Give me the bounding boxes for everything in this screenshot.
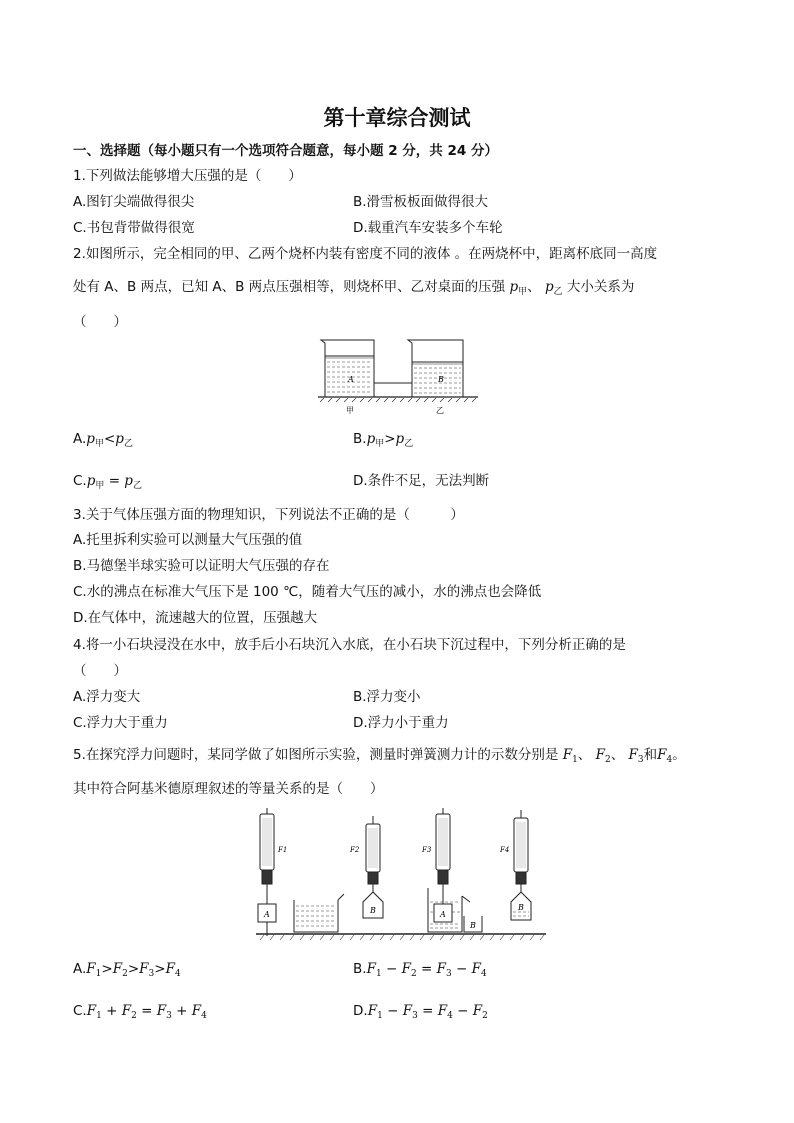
q2-stem-line2 (73, 278, 634, 301)
q1-option-c: C.书包背带做得很宽 (73, 220, 195, 236)
q2-option-d: D.条件不足，无法判断 (353, 473, 490, 489)
q2-stem-line2-end: 大小关系为 (566, 279, 635, 295)
q2-option-b: $B.p_甲>p_乙$ (353, 431, 414, 449)
q5-option-c: $C.F_1 + F_2 = F_3 + F_4$ (73, 1003, 207, 1021)
q3-stem: 3.关于气体压强方面的物理知识，下列说法不正确的是（ ） (73, 507, 464, 523)
q1-option-b: B.滑雪板板面做得很大 (353, 194, 489, 210)
q2-beaker-figure (318, 336, 478, 418)
label-f4: F4 (500, 846, 510, 854)
q2-stem-line1: 2.如图所示，完全相同的甲、乙两个烧杯内装有密度不同的液体 。在两烧杯中，距离杯底同一高度 (73, 246, 658, 262)
q5-stem-line2: 其中符合阿基米德原理叙述的等量关系的是（ ） (73, 781, 384, 797)
q1-option-d: D.载重汽车安装多个车轮 (353, 220, 503, 236)
q4-option-a: A.浮力变大 (73, 689, 141, 705)
page-title: 第十章综合测试 (323, 105, 471, 130)
q3-option-c: C.水的沸点在标准大气压下是 100 ℃，随着大气压的减小，水的沸点也会降低 (73, 584, 542, 600)
q4-option-d: D.浮力小于重力 (353, 715, 449, 731)
beaker-jia-label: 甲 (346, 406, 354, 415)
q1-option-a: A.图钉尖端做得很尖 (73, 194, 195, 210)
q4-paren: （ ） (73, 663, 127, 679)
p-jia-symbol: $p_甲$ (509, 279, 528, 297)
beaker-yi-label: 乙 (436, 406, 444, 415)
label-f2: F2 (350, 846, 360, 854)
bucket-b-label-3: B (470, 921, 476, 930)
q5-stem-line1: 5.在探究浮力问题时，某同学做了如图所示实验，测量时弹簧测力计的示数分别是 $F_1$、 $F_2$、 $F_3$和$F_4$。 (73, 747, 686, 765)
beaker-yi (408, 340, 463, 397)
section-heading: 一、选择题（每小题只有一个选项符合题意，每小题 2 分，共 24 分） (73, 143, 498, 159)
label-f3: F3 (422, 846, 432, 854)
q5-option-b: $B.F_1 - F_2 = F_3 - F_4$ (353, 961, 487, 979)
block-a-label-1: A (264, 910, 270, 919)
q4-option-c: C.浮力大于重力 (73, 715, 168, 731)
q1-stem: 1.下列做法能够增大压强的是（ ） (73, 168, 302, 184)
q4-stem: 4.将一小石块浸没在水中，放手后小石块沉入水底，在小石块下沉过程中，下列分析正确的是 (73, 637, 626, 653)
q3-option-d: D.在气体中，流速越大的位置，压强越大 (73, 610, 318, 626)
p-yi-symbol: $p_乙$ (544, 279, 563, 297)
q2-paren: （ ） (73, 314, 127, 330)
q2-stem-line2-text: 处有 A、B 两点，已知 A、B 两点压强相等，则烧杯甲、乙对桌面的压强 (73, 279, 506, 295)
point-a-label: A (348, 375, 354, 384)
q4-option-b: B.浮力变小 (353, 689, 421, 705)
q5-option-d: $D.F_1 - F_3 = F_4 - F_2$ (353, 1003, 488, 1021)
block-a-label-3: A (440, 910, 446, 919)
point-b-label: B (438, 375, 444, 384)
q2-option-c: $C.p_甲 = p_乙$ (73, 473, 142, 491)
q2-option-a: $A.p_甲<p_乙$ (73, 431, 133, 449)
q5-option-a: $A.F_1>F_2>F_3>F_4$ (73, 961, 181, 979)
label-f1: F1 (278, 846, 288, 854)
q3-option-b: B.马德堡半球实验可以证明大气压强的存在 (73, 558, 330, 574)
q3-option-a: A.托里拆利实验可以测量大气压强的值 (73, 532, 303, 548)
separator: 、 (527, 279, 541, 295)
q5-spring-scale-figure (256, 808, 546, 946)
beaker-jia (321, 340, 374, 397)
bucket-b-label-4: B (518, 903, 524, 912)
bucket-b-label-2: B (370, 906, 376, 915)
